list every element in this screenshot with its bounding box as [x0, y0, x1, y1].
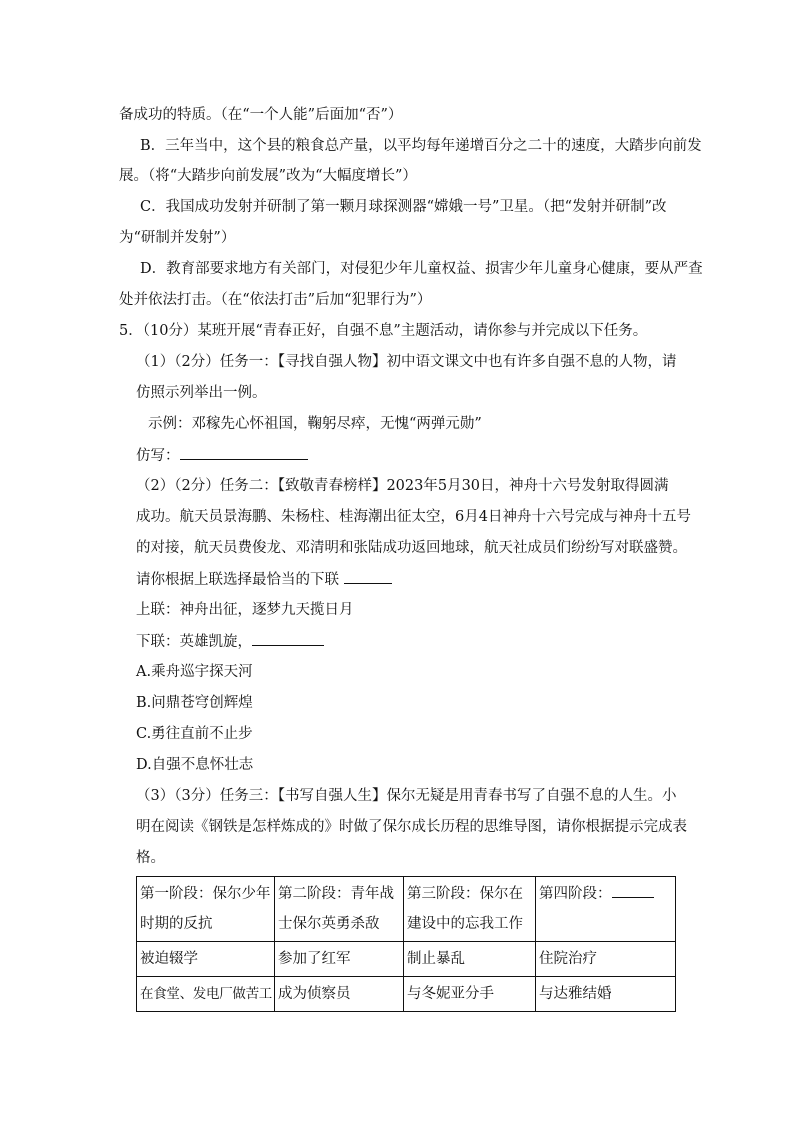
lower-couplet-label: 下联：英雄凯旋， [136, 634, 252, 650]
task-2-line-4 [136, 569, 392, 590]
option-d-line-2: 处并依法打击。（在“依法打击”后加“犯罪行为”） [119, 292, 432, 308]
text-line: 备成功的特质。（在“一个人能”后面加“否”） [119, 107, 403, 123]
option-c-line-1: C．我国成功发射并研制了第一颗月球探测器“嫦娥一号”卫星。（把“发射并研制”改 [140, 199, 667, 215]
table-cell: 住院治疗 [536, 942, 676, 977]
option-b-line-2: 展。（将“大踏步向前发展”改为“大幅度增长”） [119, 168, 417, 184]
table-header-row [137, 877, 676, 942]
table-row [137, 977, 676, 1012]
task-2-line-2: 成功。航天员景海鹏、朱杨柱、桂海潮出征太空，6月4日神舟十六号完成与神舟十五号 [136, 509, 691, 525]
choice-a: A.乘舟巡宇探天河 [136, 664, 253, 680]
table-cell: 与冬妮亚分手 [404, 977, 536, 1012]
task-2-line-1: （2）（2分）任务二：【致敬青春榜样】2023年5月30日，神舟十六号发射取得圆满 [136, 478, 669, 494]
question-5-title: 5．（10分）某班开展“青春正好，自强不息”主题活动，请你参与并完成以下任务。 [119, 323, 648, 339]
choice-c: C.勇往直前不止步 [136, 726, 253, 742]
table-row [137, 942, 676, 977]
stage-4-label: 第四阶段： [539, 886, 612, 902]
table-cell: 参加了红军 [275, 942, 404, 977]
task-3-line-1: （3）（3分）任务三：【书写自强人生】保尔无疑是用青春书写了自强不息的人生。小 [136, 788, 677, 804]
lower-couplet-blank[interactable] [252, 631, 324, 646]
task-1-line-2: 仿照示列举出一例。 [136, 385, 267, 401]
option-c-line-2: 为“研制并发射”） [119, 230, 236, 246]
lower-couplet [136, 631, 324, 652]
table-cell: 被迫辍学 [137, 942, 275, 977]
option-d-line-1: D．教育部要求地方有关部门，对侵犯少年儿童权益、损害少年儿童身心健康，要从严查 [140, 261, 703, 277]
task-2-prompt: 请你根据上联选择最恰当的下联 [136, 572, 339, 588]
table-header-cell: 第一阶段：保尔少年时期的反抗 [137, 877, 275, 942]
task-1-imitation [136, 445, 308, 466]
choice-d: D.自强不息怀壮志 [136, 757, 254, 773]
table-cell: 成为侦察员 [275, 977, 404, 1012]
task-1-example: 示例：邓稼先心怀祖国，鞠躬尽瘁，无愧“两弹元勋” [148, 416, 482, 432]
table-header-cell: 第三阶段：保尔在建设中的忘我工作 [404, 877, 536, 942]
imitation-label: 仿写： [136, 448, 180, 464]
upper-couplet: 上联：神舟出征，逐梦九天揽日月 [136, 602, 354, 618]
stage-4-blank[interactable] [612, 883, 654, 898]
task-3-line-3: 格。 [136, 850, 165, 866]
table-cell: 制止暴乱 [404, 942, 536, 977]
imitation-answer-blank[interactable] [180, 445, 308, 460]
option-b-line-1: B．三年当中，这个县的粮食总产量，以平均每年递增百分之二十的速度，大踏步向前发 [140, 138, 702, 154]
table-cell: 在食堂、发电厂做苦工 [137, 977, 275, 1012]
table-header-cell: 第二阶段：青年战士保尔英勇杀敌 [275, 877, 404, 942]
choice-answer-blank[interactable] [344, 569, 392, 584]
table-cell: 与达雅结婚 [536, 977, 676, 1012]
task-3-line-2: 明在阅读《钢铁是怎样炼成的》时做了保尔成长历程的思维导图，请你根据提示完成表 [136, 819, 687, 835]
choice-b: B.问鼎苍穹创辉煌 [136, 695, 253, 711]
table-header-cell-stage-4 [536, 877, 676, 942]
growth-table [136, 876, 676, 1012]
task-1-line-1: （1）（2分）任务一：【寻找自强人物】初中语文课文中也有许多自强不息的人物，请 [136, 354, 677, 370]
task-2-line-3: 的对接，航天员费俊龙、邓清明和张陆成功返回地球，航天社成员们纷纷写对联盛赞。 [136, 540, 687, 556]
